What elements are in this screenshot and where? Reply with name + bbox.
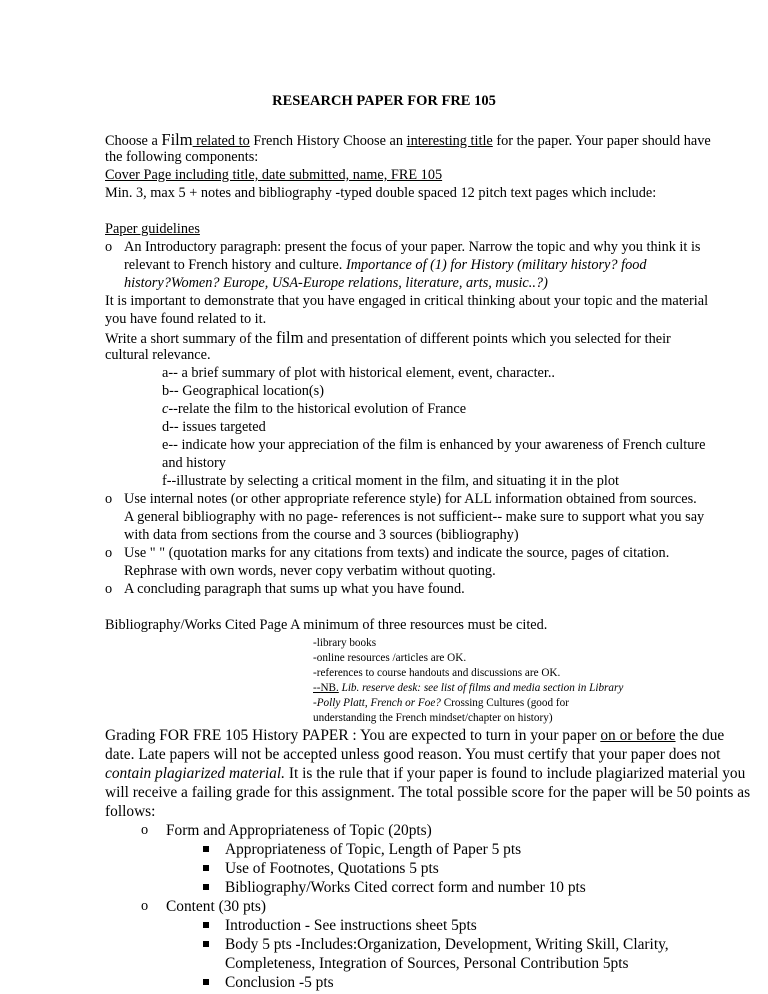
grading-line-4: will receive a failing grade for this assignment. The total possible score for the paper will be 50 points as: [105, 784, 751, 801]
guideline-notes: with data from sections from the course and 3 sources (bibliography): [124, 527, 519, 543]
page-count-line: Min. 3, max 5 + notes and bibliography -typed double spaced 12 pitch text pages which include:: [105, 185, 657, 201]
content-criterion-item: Conclusion -5 pts: [225, 974, 334, 991]
source-item: -library books: [313, 637, 377, 649]
source-item: [313, 681, 623, 696]
sub-item-e: e-- indicate how your appreciation of the film is enhanced by your awareness of French culture: [162, 437, 706, 453]
bullet-icon: o: [105, 581, 113, 597]
square-bullet-icon: [203, 941, 209, 947]
form-criterion-item: Bibliography/Works Cited correct form and number 10 pts: [225, 879, 586, 896]
grading-line-3: [105, 765, 745, 783]
grading-italic-text: contain plagiarized material.: [105, 765, 285, 782]
sub-item-b: b-- Geographical location(s): [162, 383, 324, 399]
page-title: RESEARCH PAPER FOR FRE 105: [272, 93, 496, 109]
grading-text: the due: [675, 727, 725, 744]
square-bullet-icon: [203, 922, 209, 928]
guidelines-heading: Paper guidelines: [105, 221, 200, 237]
guideline-quotations: Rephrase with own words, never copy verbatim without quoting.: [124, 563, 496, 579]
bibliography-heading: Bibliography/Works Cited Page A minimum of three resources must be cited.: [105, 617, 548, 633]
square-bullet-icon: [203, 979, 209, 985]
guideline-intro-paragraph: [124, 257, 647, 275]
cover-page-line: Cover Page including title, date submitted, name, FRE 105: [105, 167, 443, 183]
summary-line: [105, 329, 671, 349]
source-item: understanding the French mindset/chapter on history): [313, 712, 553, 724]
sub-item-letter: c: [162, 401, 169, 417]
intro-text: French History Choose an: [249, 133, 407, 149]
summary-text: and presentation of different points which you selected for their: [303, 331, 671, 347]
source-text: Crossing Cultures (good for: [440, 697, 569, 709]
square-bullet-icon: [203, 846, 209, 852]
grading-line-2: date. Late papers will not be accepted unless good reason. You must certify that your paper does not: [105, 746, 721, 763]
intro-line-1: [105, 131, 711, 151]
bullet-icon: o: [141, 898, 149, 914]
grading-line-5: follows:: [105, 803, 156, 820]
source-item: -references to course handouts and discussions are OK.: [313, 667, 561, 679]
summary-line: cultural relevance.: [105, 347, 211, 363]
form-criterion-item: Use of Footnotes, Quotations 5 pts: [225, 860, 439, 877]
guideline-italic-text: Importance of (1) for History (military history? food: [345, 257, 647, 273]
content-criterion: Content (30 pts): [166, 898, 267, 915]
sub-item-c: [162, 401, 466, 419]
guideline-conclusion: A concluding paragraph that sums up what you have found.: [124, 581, 465, 597]
square-bullet-icon: [203, 884, 209, 890]
critical-thinking-line: It is important to demonstrate that you have engaged in critical thinking about your topic and the material: [105, 293, 709, 309]
square-bullet-icon: [203, 865, 209, 871]
guideline-intro-paragraph: An Introductory paragraph: present the focus of your paper. Narrow the topic and why you think it is: [124, 239, 701, 255]
guideline-quotations: Use " " (quotation marks for any citations from texts) and indicate the source, pages of citation.: [124, 545, 670, 561]
film-word: Film: [161, 130, 193, 149]
film-word: film: [275, 328, 304, 347]
on-or-before-text: on or before: [600, 727, 676, 744]
intro-line-2: the following components:: [105, 149, 259, 165]
summary-text: Write a short summary of the: [105, 331, 276, 347]
sub-item-d: d-- issues targeted: [162, 419, 266, 435]
bullet-icon: o: [105, 239, 113, 255]
content-criterion-item: Completeness, Integration of Sources, Personal Contribution 5pts: [225, 955, 629, 972]
form-criterion: Form and Appropriateness of Topic (20pts): [166, 822, 432, 839]
interesting-title-text: interesting title: [406, 133, 493, 149]
critical-thinking-line: you have found related to it.: [105, 311, 267, 327]
sub-item-f: f--illustrate by selecting a critical moment in the film, and situating it in the plot: [162, 473, 619, 489]
sub-item-e: and history: [162, 455, 226, 471]
bullet-icon: o: [105, 491, 113, 507]
grading-line-1: [105, 727, 724, 745]
guideline-notes: Use internal notes (or other appropriate reference style) for ALL information obtained from sources.: [124, 491, 697, 507]
bullet-icon: o: [141, 822, 149, 838]
grading-text: Grading FOR FRE 105 History PAPER : You are expected to turn in your paper: [105, 727, 601, 744]
source-item: [313, 696, 569, 711]
content-criterion-item: Introduction - See instructions sheet 5pts: [225, 917, 477, 934]
related-to-text: related to: [192, 133, 250, 149]
source-item: -online resources /articles are OK.: [313, 652, 467, 664]
guideline-intro-paragraph: history?Women? Europe, USA-Europe relations, literature, arts, music..?): [124, 275, 548, 291]
sub-item-text: --relate the film to the historical evolution of France: [168, 401, 467, 417]
guideline-notes: A general bibliography with no page- references is not sufficient-- make sure to support what you say: [124, 509, 705, 525]
intro-text: Choose a: [105, 133, 162, 149]
source-italic-text: -Polly Platt, French or Foe?: [313, 697, 441, 709]
intro-text: for the paper. Your paper should have: [492, 133, 711, 149]
grading-text: It is the rule that if your paper is found to include plagiarized material you: [284, 765, 746, 782]
bullet-icon: o: [105, 545, 113, 561]
sub-item-a: a-- a brief summary of plot with historical element, event, character..: [162, 365, 556, 381]
content-criterion-item: Body 5 pts -Includes:Organization, Development, Writing Skill, Clarity,: [225, 936, 669, 953]
guideline-text: relevant to French history and culture.: [124, 257, 346, 273]
nb-label: --NB.: [313, 682, 339, 694]
form-criterion-item: Appropriateness of Topic, Length of Paper 5 pts: [225, 841, 522, 858]
source-italic-text: Lib. reserve desk: see list of films and media section in Library: [338, 682, 624, 694]
